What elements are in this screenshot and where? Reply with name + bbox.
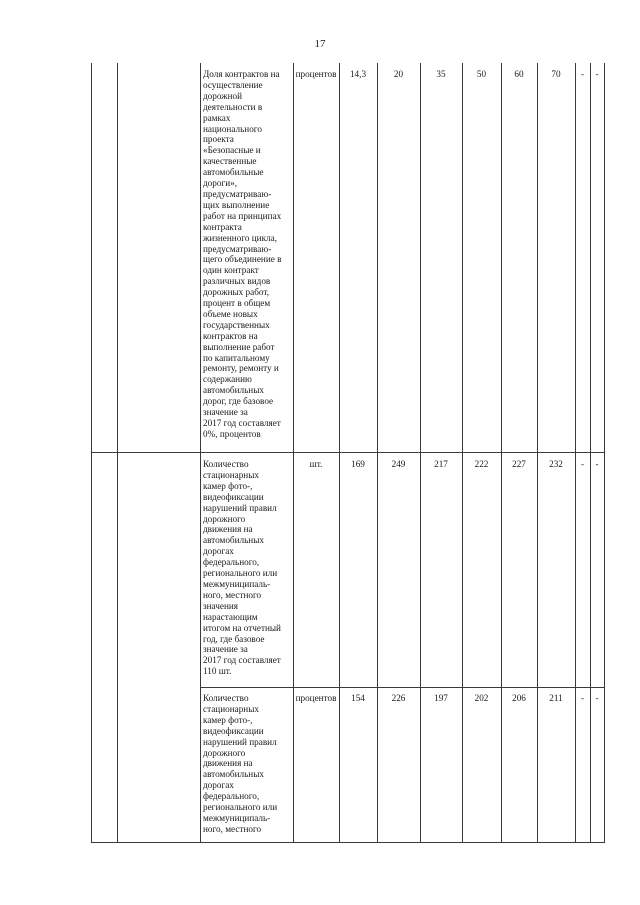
table-border — [604, 63, 605, 843]
table-bottom-border — [91, 842, 604, 843]
value-cell: 249 — [391, 459, 406, 469]
value-cell: 154 — [351, 693, 365, 703]
value-cell: 226 — [391, 693, 406, 703]
table-border — [339, 63, 340, 843]
value-cell: 50 — [476, 69, 487, 79]
indicator-description: Доля контрактов на осуществление дорожной деятельности в рамках национального проекта «Безопасные и качественные автомобильные дороги», предусматриваю- щих выполнение работ на принципах контракта жизненного цикла, предусматриваю- щего объединение в один контракт различных видов дорожных работ, процент в общем объеме новых государственных контрактов на выполнение работ по капитальному ремонту, ремонту и содержанию автомобильных дорог, где базовое значение за 2017 год составляет 0%, процентов — [203, 69, 282, 439]
value-cell: 211 — [549, 693, 563, 703]
value-cell: 217 — [434, 459, 448, 469]
value-cell: - — [595, 693, 599, 703]
value-cell: - — [595, 459, 599, 469]
table-border — [377, 63, 378, 843]
value-cell: - — [580, 69, 585, 79]
table-border — [420, 63, 421, 843]
value-cell: - — [580, 459, 585, 469]
value-cell: 169 — [351, 459, 365, 469]
table-border — [501, 63, 502, 843]
page-number: 17 — [314, 38, 326, 50]
table-border — [117, 63, 118, 843]
table-border — [200, 63, 201, 843]
unit-cell: процентов — [295, 69, 337, 79]
table-border — [462, 63, 463, 843]
value-cell: - — [595, 69, 599, 79]
indicator-description: Количество стационарных камер фото-, видеофиксации нарушений правил дорожного движения на автомобильных дорогах федерального, регионального или межмуниципаль- ного, местного — [203, 693, 278, 834]
table-border — [575, 63, 576, 843]
unit-cell: шт. — [309, 459, 323, 469]
table-border — [590, 63, 591, 843]
table-border — [293, 63, 294, 843]
value-cell: 35 — [436, 69, 446, 79]
value-cell: 202 — [474, 693, 489, 703]
value-cell: 60 — [514, 69, 524, 79]
unit-cell: процентов — [295, 693, 337, 703]
value-cell: 70 — [551, 69, 561, 79]
value-cell: 232 — [549, 459, 563, 469]
value-cell: 206 — [512, 693, 526, 703]
value-cell: - — [580, 693, 585, 703]
value-cell: 20 — [393, 69, 404, 79]
indicator-description: Количество стационарных камер фото-, видеофиксации нарушений правил дорожного движения на автомобильных дорогах федерального, регионального или межмуниципаль- ного, местного значения нарастающим итогом на отчетный год, где базовое значение за 2017 год составляет 110 шт. — [203, 459, 281, 677]
row-divider — [91, 452, 604, 453]
table-border — [537, 63, 538, 843]
value-cell: 227 — [512, 459, 526, 469]
row-divider — [200, 687, 604, 688]
value-cell: 197 — [434, 693, 448, 703]
table-border — [91, 63, 92, 843]
value-cell: 222 — [474, 459, 489, 469]
value-cell: 14,3 — [349, 69, 367, 79]
